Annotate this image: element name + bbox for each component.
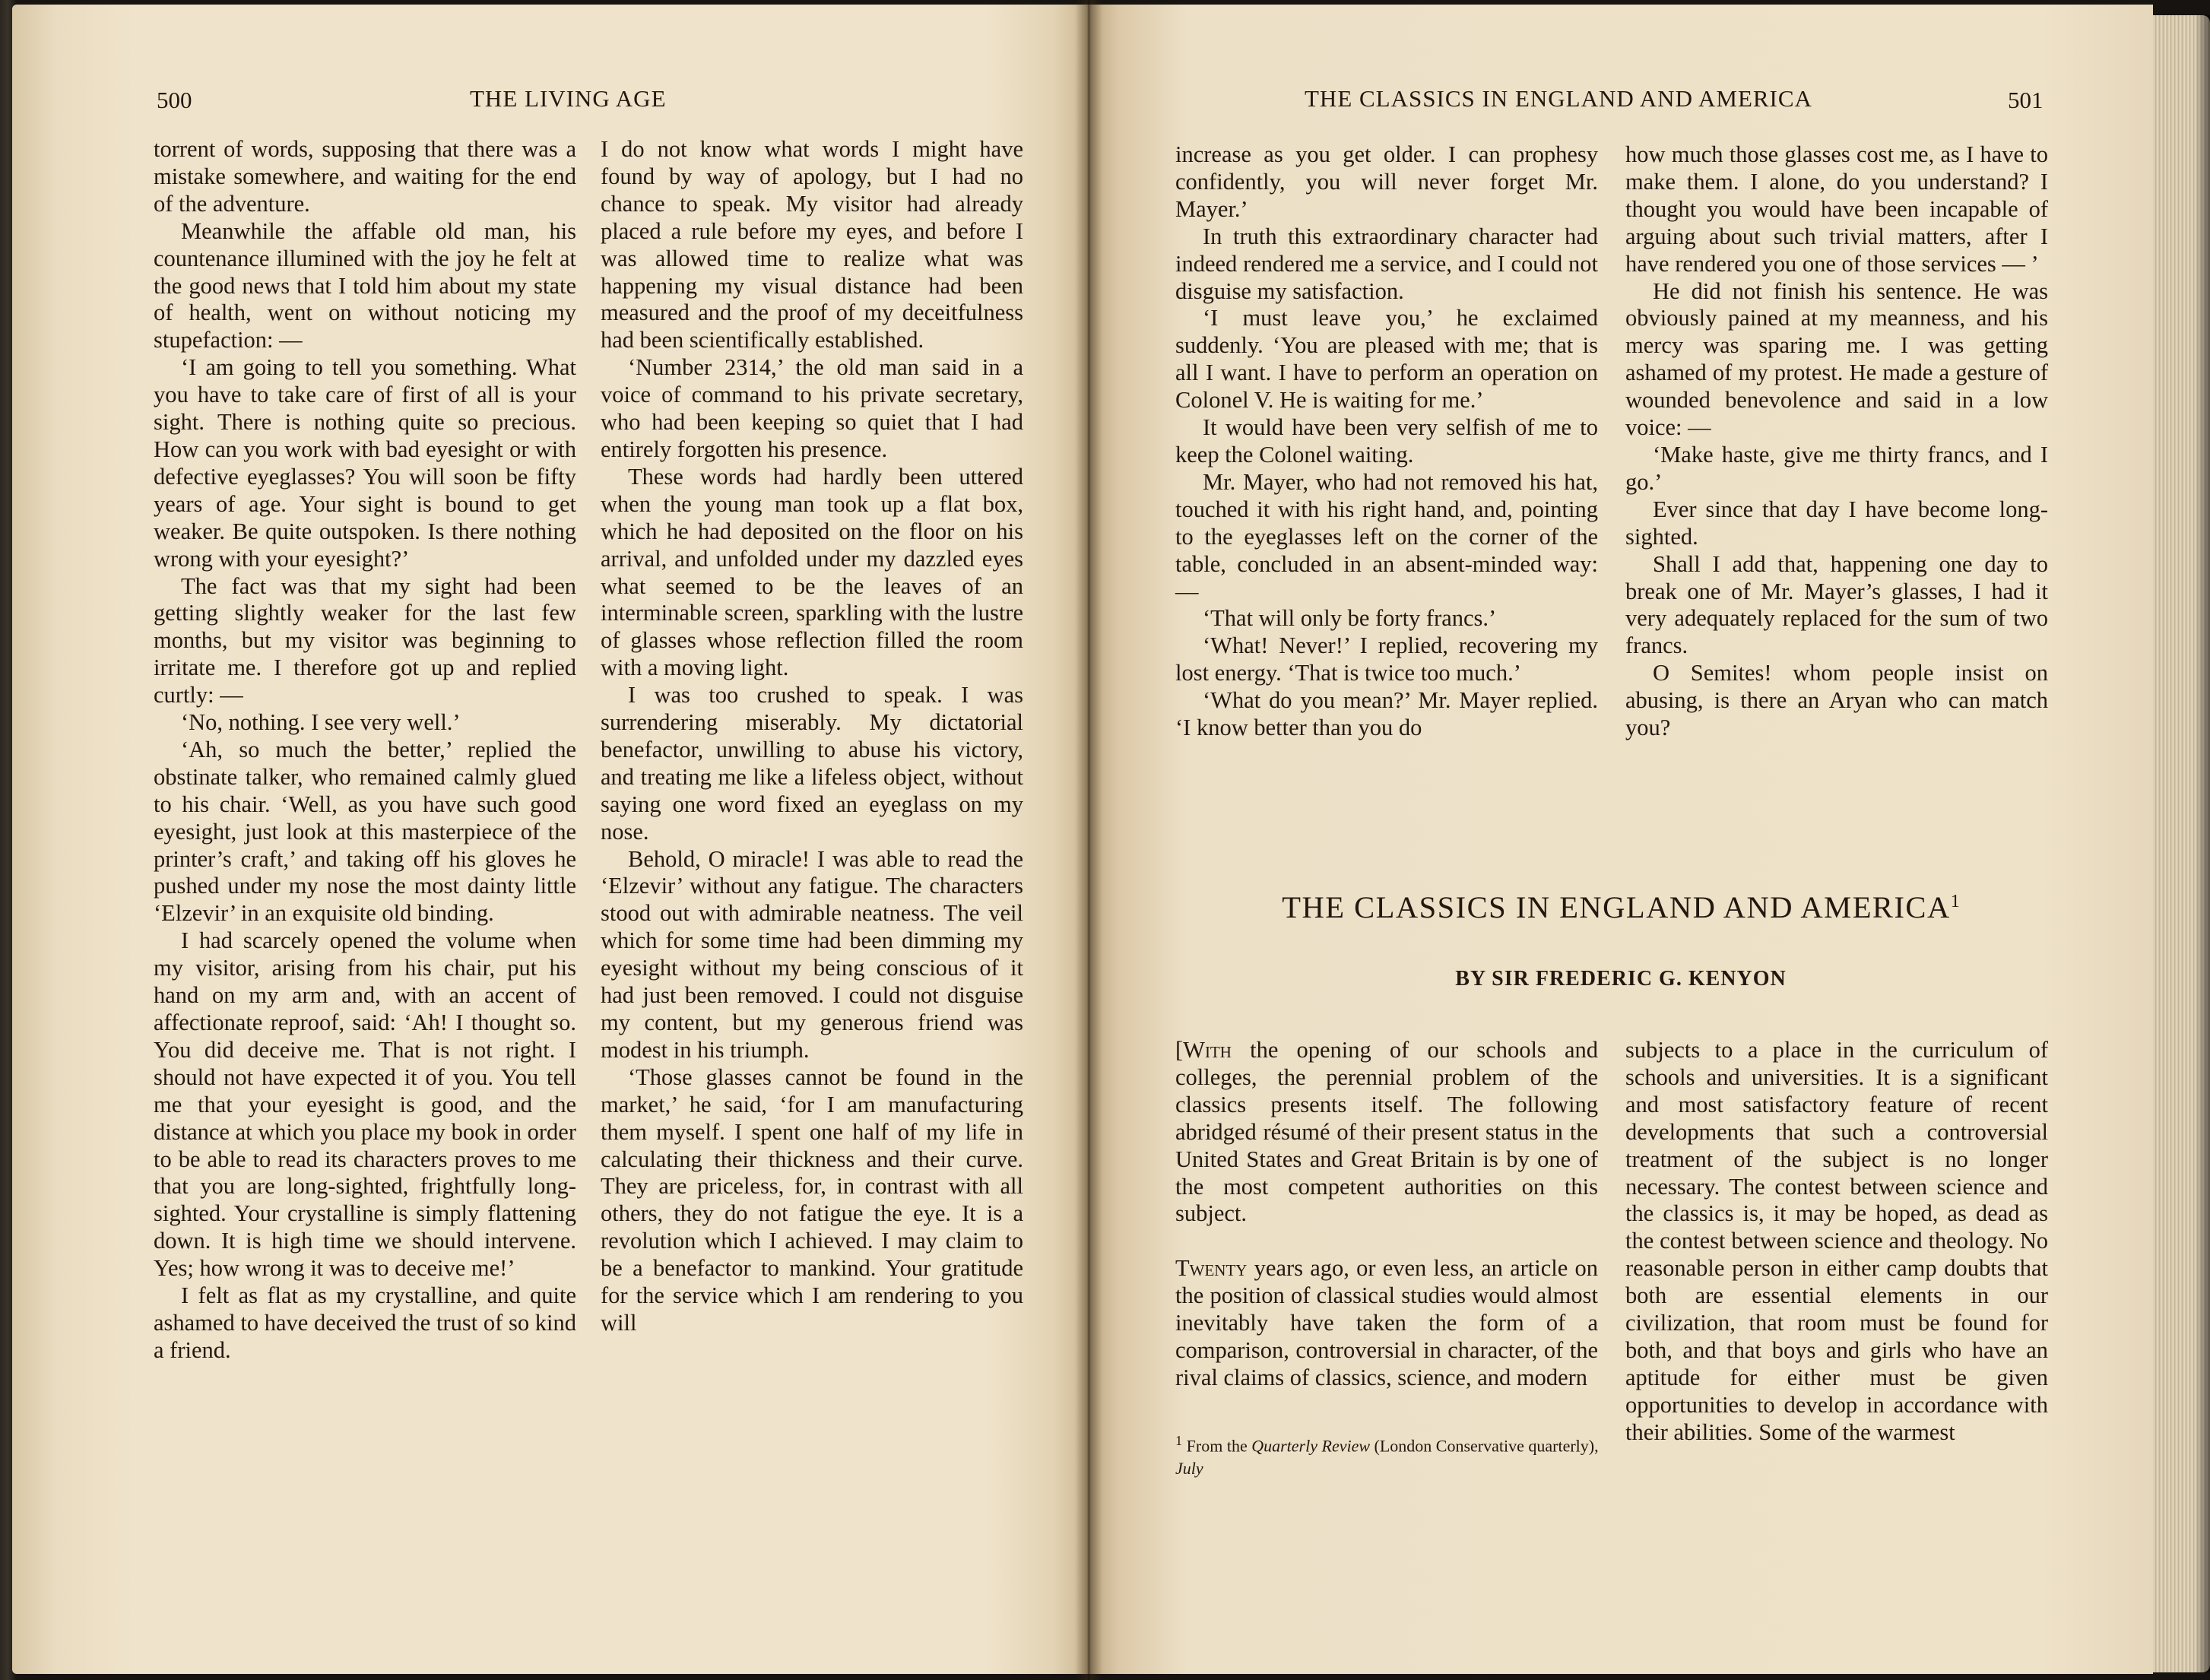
right-running-head: THE CLASSICS IN ENGLAND AND AMERICA: [1305, 85, 1812, 112]
paragraph: how much those glasses cost me, as I have to make them. I alone, do you understand? I thought you would have been incapable of arguing about such trivial matters, after I have rendered you one of those services — ’: [1625, 141, 2048, 277]
paragraph: O Semites! whom people insist on abusing, is there an Aryan who can match you?: [1625, 660, 2048, 741]
left-page-column-2: [601, 136, 1023, 1337]
paragraph: It would have been very selfish of me to keep the Colonel waiting.: [1175, 414, 1598, 468]
intro-lead-word: [With: [1175, 1037, 1232, 1063]
paragraph: ‘Make haste, give me thirty francs, and I go.’: [1625, 441, 2048, 495]
body-text: years ago, or even less, an article on the position of classical studies would almost inevitably have taken the form of a comparison, controversial in character, of the rival claims of classics, science, and modern: [1175, 1255, 1598, 1390]
right-page-number: 501: [2008, 87, 2044, 113]
paragraph: In truth this extraordinary character had indeed rendered me a service, and I could not disguise my satisfaction.: [1175, 223, 1598, 304]
paragraph: He did not finish his sentence. He was obviously pained at my meanness, and his mercy was sparing me. I was getting ashamed of my protest. He made a gesture of wounded benevolence and said in a low voice: —: [1625, 277, 2048, 441]
paragraph: These words had hardly been uttered when the young man took up a flat box, which he had deposited on the floor on his arrival, and unfolded under my dazzled eyes what seemed to be the leaves of an interminable screen, sparkling with the lustre of glasses whose reflection filled the room with a moving light.: [601, 463, 1023, 681]
paragraph: ‘That will only be forty francs.’: [1203, 605, 1497, 632]
footnote-source: Quarterly Review: [1251, 1436, 1371, 1456]
left-page-column-1: [154, 136, 576, 1365]
article-intro: [1175, 1037, 1598, 1228]
paragraph: The fact was that my sight had been getting slightly weaker for the last few months, but my visitor was beginning to irritate me. I therefore got up and replied curtly: —: [154, 572, 576, 708]
article-byline: BY SIR FREDERIC G. KENYON: [1455, 967, 1787, 991]
title-footnote-mark: 1: [1950, 892, 1960, 911]
left-page-number: 500: [157, 87, 192, 113]
paragraph: Ever since that day I have become long-sighted.: [1625, 496, 2048, 550]
paragraph: ‘Ah, so much the better,’ replied the obstinate talker, who remained calmly glued to his chair. ‘Well, as you have such good eyesight, just look at this masterpiece of the printer’s craft,’ and taking off his gloves he pushed under my nose the most dainty little ‘Elzevir’ in an exquisite old binding.: [154, 736, 576, 927]
paragraph: increase as you get older. I can prophesy confidently, you will never forget Mr. Mayer.’: [1175, 141, 1598, 222]
paragraph: Meanwhile the affable old man, his countenance illumined with the joy he felt at the good news that I told him about my state of health, went on without noticing my stupefaction: —: [154, 217, 576, 353]
paragraph: I felt as flat as my crystalline, and quite ashamed to have deceived the trust of so kind a friend.: [154, 1282, 576, 1363]
book-gutter: [1075, 0, 1102, 1680]
article-title: [1089, 889, 2153, 925]
paragraph: ‘What do you mean?’ Mr. Mayer replied. ‘I know better than you do: [1175, 687, 1598, 741]
paragraph: I do not know what words I might have found by way of apology, but I had no chance to speak. My visitor had already placed a rule before my eyes, and before I was allowed time to realize what was happening my visual distance had been measured and the proof of my deceitfulness had been scientifically established.: [601, 136, 1023, 353]
paragraph: ‘I must leave you,’ he exclaimed suddenly. ‘You are pleased with me; that is all I want. I have to perform an operation on Colonel V. He is waiting for me.’: [1175, 305, 1598, 414]
paragraph: I had scarcely opened the volume when my visitor, arising from his chair, put his hand on my arm and, with an accent of affectionate reproof, said: ‘Ah! I thought so. You did deceive me. That is not right. I should not have expected it of you. You tell me that your eyesight is good, and the distance at which you place my book in order to be able to read its characters proves to me that you are long-sighted, frightfully long-sighted. Your crystalline is simply flattening down. It is high time we should intervene. Yes; how wrong it was to deceive me!’: [154, 927, 576, 1282]
paragraph: I was too crushed to speak. I was surrendering miserably. My dictatorial benefactor, unwilling to abuse his victory, and treating me like a lifeless object, without saying one word fixed an eyeglass on my nose.: [601, 682, 1023, 845]
paragraph: ‘Those glasses cannot be found in the market,’ he said, ‘for I am manufacturing them myself. I spent one half of my life in calculating their thickness and their curve. They are priceless, for, in contrast with all others, they do not fatigue the eye. It is a revolution which I achieved. I may claim to be a benefactor to mankind. Your gratitude for the service which I am rendering to you will: [601, 1063, 1023, 1336]
footnote-mark: 1: [1175, 1433, 1183, 1448]
left-running-head: THE LIVING AGE: [470, 85, 667, 112]
paragraph: ‘Number 2314,’ the old man said in a voice of command to his private secretary, who had been keeping so quiet that I had entirely forgotten his presence.: [601, 354, 1023, 462]
paragraph: torrent of words, supposing that there was a mistake somewhere, and waiting for the end of the adventure.: [154, 136, 576, 217]
paragraph: ‘No, nothing. I see very well.’: [181, 709, 461, 736]
page-edges: [2153, 15, 2210, 1672]
paragraph: ‘I am going to tell you something. What you have to take care of first of all is your sight. There is nothing quite so precious. How can you work with bad eyesight or with defective eyeglasses? You will soon be fifty years of age. Your sight is bound to get weaker. Be quite outspoken. Is there nothing wrong with your eyesight?’: [154, 354, 576, 572]
paragraph: Mr. Mayer, who had not removed his hat, touched it with his right hand, and, pointing to the eyeglasses left on the corner of the table, concluded in an absent-minded way: —: [1175, 468, 1598, 604]
right-page-column-1: [1175, 141, 1598, 742]
footnote-prefix: From the: [1182, 1436, 1252, 1456]
article-body-start: [1175, 1255, 1598, 1392]
footnote-month: July: [1175, 1459, 1203, 1479]
intro-text: the opening of our schools and colleges, the perennial problem of the classics presents itself. The following abridged résumé of their present status in the United States and Great Britain is by one of the most competent authorities on this subject.: [1175, 1037, 1598, 1227]
footnote-middle: (London Conservative quarterly),: [1370, 1436, 1599, 1456]
paragraph: Shall I add that, happening one day to break one of Mr. Mayer’s glasses, I had it very adequately replaced for the sum of two francs.: [1625, 550, 2048, 659]
right-page-column-2: [1625, 141, 2048, 742]
article-column-2-text: subjects to a place in the curriculum of schools and universities. It is a significant and most satisfactory feature of recent developments that such a controversial treatment of the subject is no longer necessary. The contest between science and the classics is, it may be hoped, as dead as the contest between science and theology. No reasonable person in either camp doubts that both are essential elements in our civilization, that room must be found for both, and that boys and girls who have an aptitude for either must be given opportunities to develop in accordance with their abilities. Some of the warmest: [1625, 1037, 2048, 1445]
body-lead-word: Twenty: [1175, 1255, 1248, 1282]
footnote: [1175, 1429, 1601, 1480]
paragraph: Behold, O miracle! I was able to read the ‘Elzevir’ without any fatigue. The characters stood out with admirable neatness. The veil which for some time had been dimming my eyesight without my being conscious of it had just been removed. I could not disguise my content, but my generous friend was modest in his triumph.: [601, 845, 1023, 1063]
paragraph: ‘What! Never!’ I replied, recovering my lost energy. ‘That is twice too much.’: [1175, 632, 1598, 686]
article-column-1: [1175, 1037, 1598, 1392]
article-title-text: THE CLASSICS IN ENGLAND AND AMERICA: [1282, 890, 1951, 924]
article-column-2: [1625, 1037, 2048, 1447]
